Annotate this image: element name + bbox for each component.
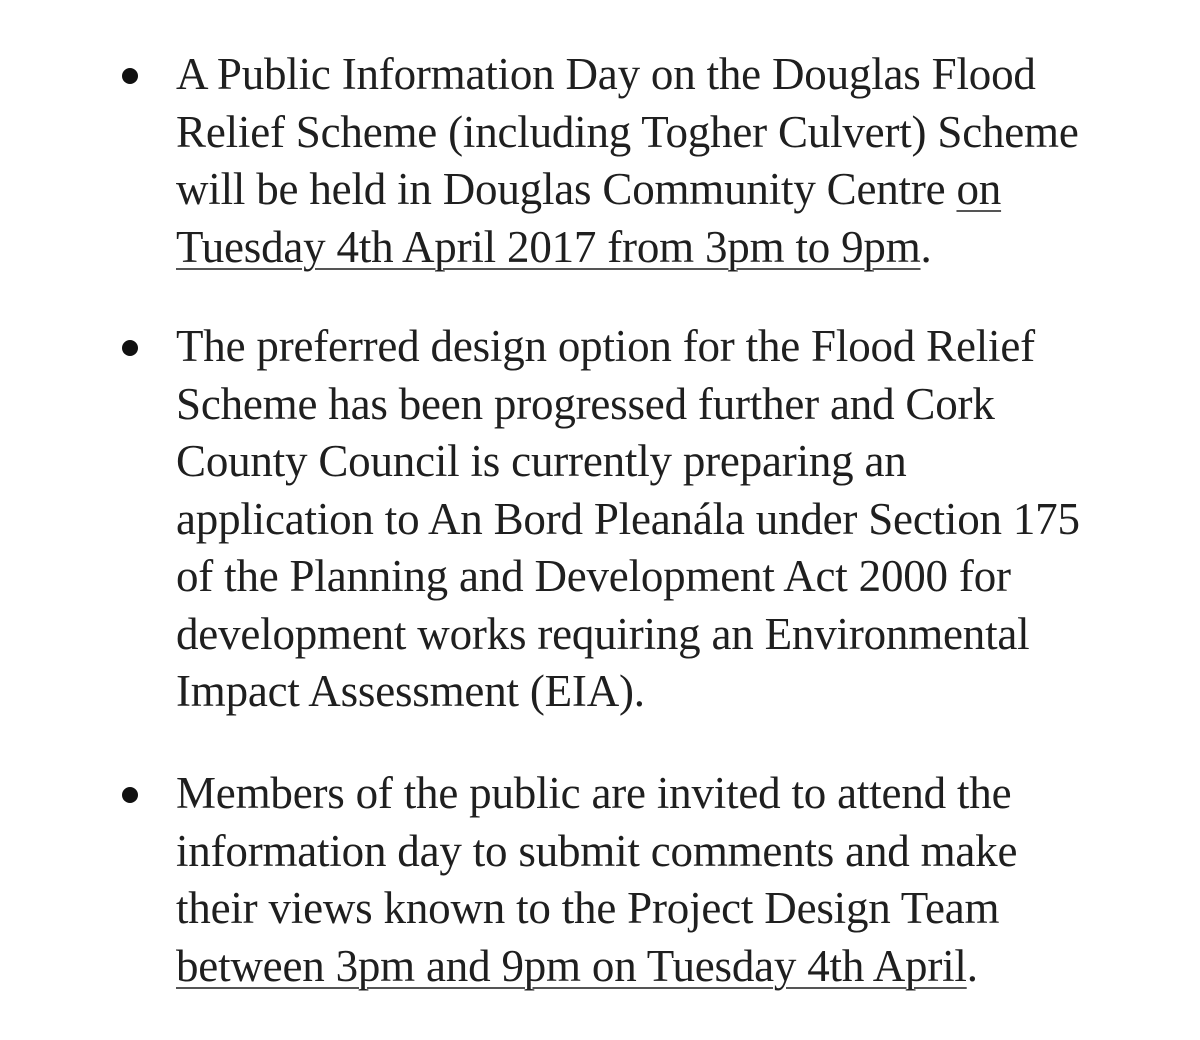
text-line: Impact Assessment (EIA).	[176, 666, 645, 716]
underlined-date-text: on	[956, 164, 1002, 214]
list-item	[176, 318, 1166, 721]
text-line	[176, 161, 1166, 219]
underlined-date-text: between 3pm and 9pm on Tuesday 4th April	[176, 940, 967, 991]
text-line	[176, 938, 1166, 996]
text-line: application to An Bord Pleanála under Section 175	[176, 493, 1080, 544]
text-line: A Public Information Day on the Douglas Flood	[176, 49, 1036, 99]
text-line: information day to submit comments and make	[176, 825, 1018, 876]
text-line	[176, 219, 1166, 277]
text-line: Relief Scheme (including Togher Culvert) Scheme	[176, 106, 1079, 157]
list-item	[176, 46, 1166, 276]
text-segment: will be held in Douglas Community Centre	[176, 164, 957, 214]
text-line: development works requiring an Environmental	[176, 608, 1030, 659]
bullet-icon	[122, 68, 138, 84]
text-line: County Council is currently preparing an	[176, 436, 907, 486]
bullet-icon	[122, 340, 138, 356]
text-segment: .	[920, 221, 932, 272]
text-line: their views known to the Project Design Team	[176, 883, 1000, 933]
text-line: of the Planning and Development Act 2000 for	[176, 551, 1011, 601]
text-segment: .	[966, 940, 978, 991]
bullet-icon	[122, 787, 138, 803]
underlined-date-text: Tuesday 4th April 2017 from 3pm to 9pm	[176, 221, 921, 272]
list-item	[176, 765, 1166, 995]
text-line: Scheme has been progressed further and Cork	[176, 378, 995, 429]
text-line: The preferred design option for the Flood Relief	[176, 321, 1035, 371]
text-line: Members of the public are invited to attend the	[176, 768, 1012, 818]
